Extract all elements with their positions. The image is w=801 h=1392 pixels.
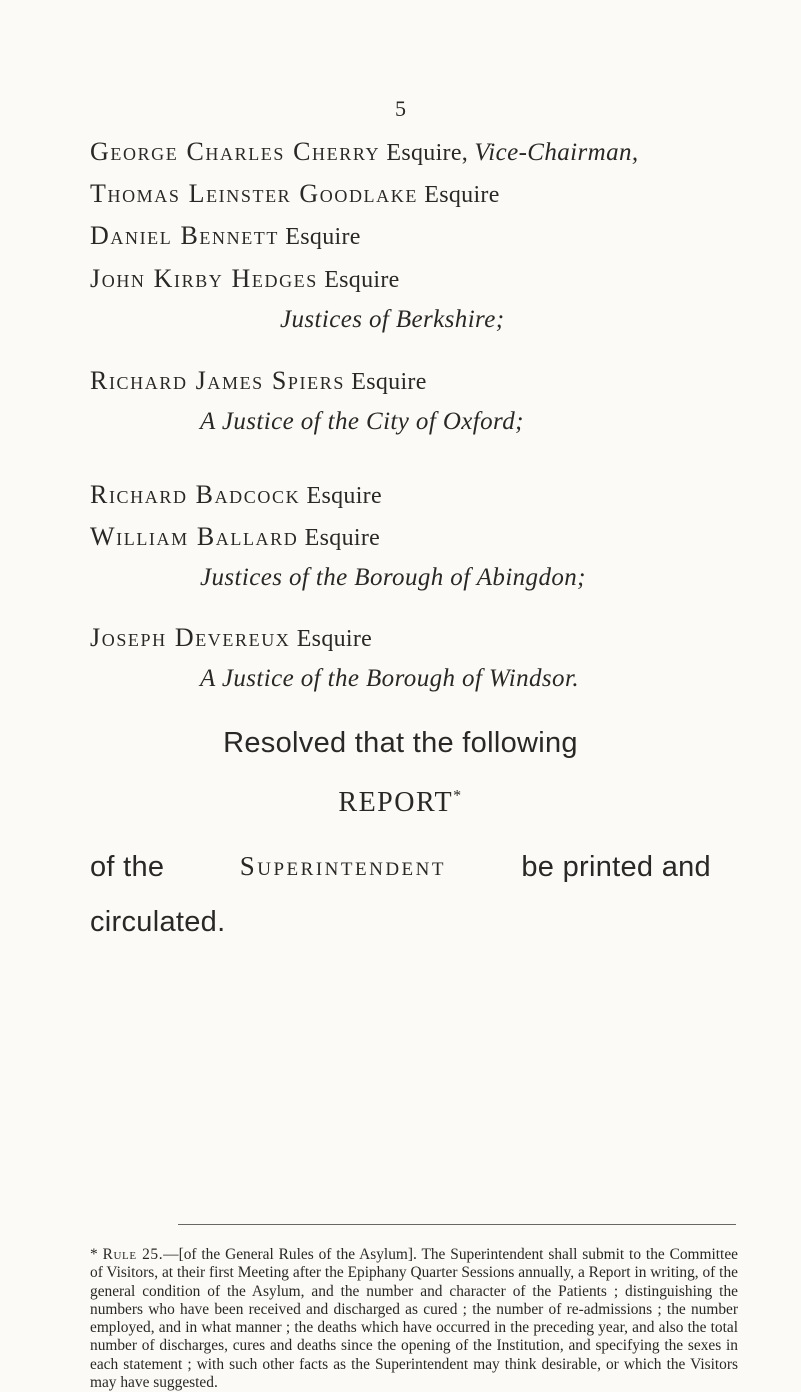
footnote: [90, 1246, 738, 1392]
member-name: Richard James Spiers: [90, 366, 345, 395]
page-number: 5: [395, 96, 406, 121]
footnote-divider: [178, 1224, 736, 1225]
report-heading-text: REPORT: [338, 787, 454, 818]
footnote-mark: *: [453, 787, 463, 805]
resolution-line-superintendent: [90, 851, 711, 884]
resolution-text-post: be printed and: [521, 851, 711, 883]
footnote-mark: *: [90, 1246, 98, 1263]
footnote-text: —[of the General Rules of the Asylum]. The Superintendent shall submit to the Committee of Visitors, at their first Meeting after the Epiphany Quarter Sessions annually, a Report in writing, of the general condition of the Asylum, and the number and character of the Patients ; distinguishing the numbers who have been received and discharged as cured ; the number of re-admissions ; the number employed, and in what manner ; the deaths which have occurred in the preceding year, and also the total number of discharges, cures and deaths since the opening of the Institution, and specifying the sexes in each statement ; with such other facts as the Superintendent may think desirable, or which the Visitors may have suggested.: [90, 1246, 738, 1392]
member-name: Thomas Leinster Goodlake: [90, 179, 418, 208]
caption-abingdon: Justices of the Borough of Abingdon;: [200, 564, 586, 591]
member-name: Richard Badcock: [90, 480, 301, 509]
caption-oxford: A Justice of the City of Oxford;: [200, 408, 524, 435]
member-name: John Kirby Hedges: [90, 264, 318, 293]
member-line-bennett: [90, 221, 361, 251]
member-line-devereux: [90, 623, 372, 653]
member-suffix: Esquire,: [386, 140, 469, 166]
member-name: William Ballard: [90, 522, 299, 551]
member-suffix: Esquire: [324, 267, 400, 293]
member-name: Joseph Devereux: [90, 623, 291, 652]
member-name: Daniel Bennett: [90, 221, 279, 250]
footnote-rule-label: Rule 25.: [102, 1246, 164, 1263]
member-suffix: Esquire: [296, 626, 373, 652]
member-suffix: Esquire: [351, 369, 427, 395]
resolution-line: Resolved that the following: [223, 727, 578, 759]
member-line-ballard: [90, 522, 380, 552]
member-role: Vice-Chairman,: [474, 139, 639, 166]
superintendent-word: Superintendent: [239, 851, 446, 881]
member-name: George Charles Cherry: [90, 137, 381, 166]
member-line-spiers: [90, 366, 427, 396]
member-suffix: Esquire: [306, 483, 382, 509]
member-suffix: Esquire: [304, 525, 381, 551]
resolution-closing: circulated.: [90, 906, 226, 938]
member-line-goodlake: [90, 179, 500, 209]
member-line-cherry: [90, 137, 639, 167]
caption-berkshire: Justices of Berkshire;: [280, 306, 505, 333]
member-suffix: Esquire: [285, 224, 361, 250]
member-line-badcock: [90, 480, 382, 510]
member-line-hedges: [90, 264, 400, 294]
report-heading: [0, 787, 801, 819]
member-suffix: Esquire: [424, 182, 500, 208]
resolution-text-pre: of the: [90, 851, 165, 883]
caption-windsor: A Justice of the Borough of Windsor.: [200, 665, 579, 692]
